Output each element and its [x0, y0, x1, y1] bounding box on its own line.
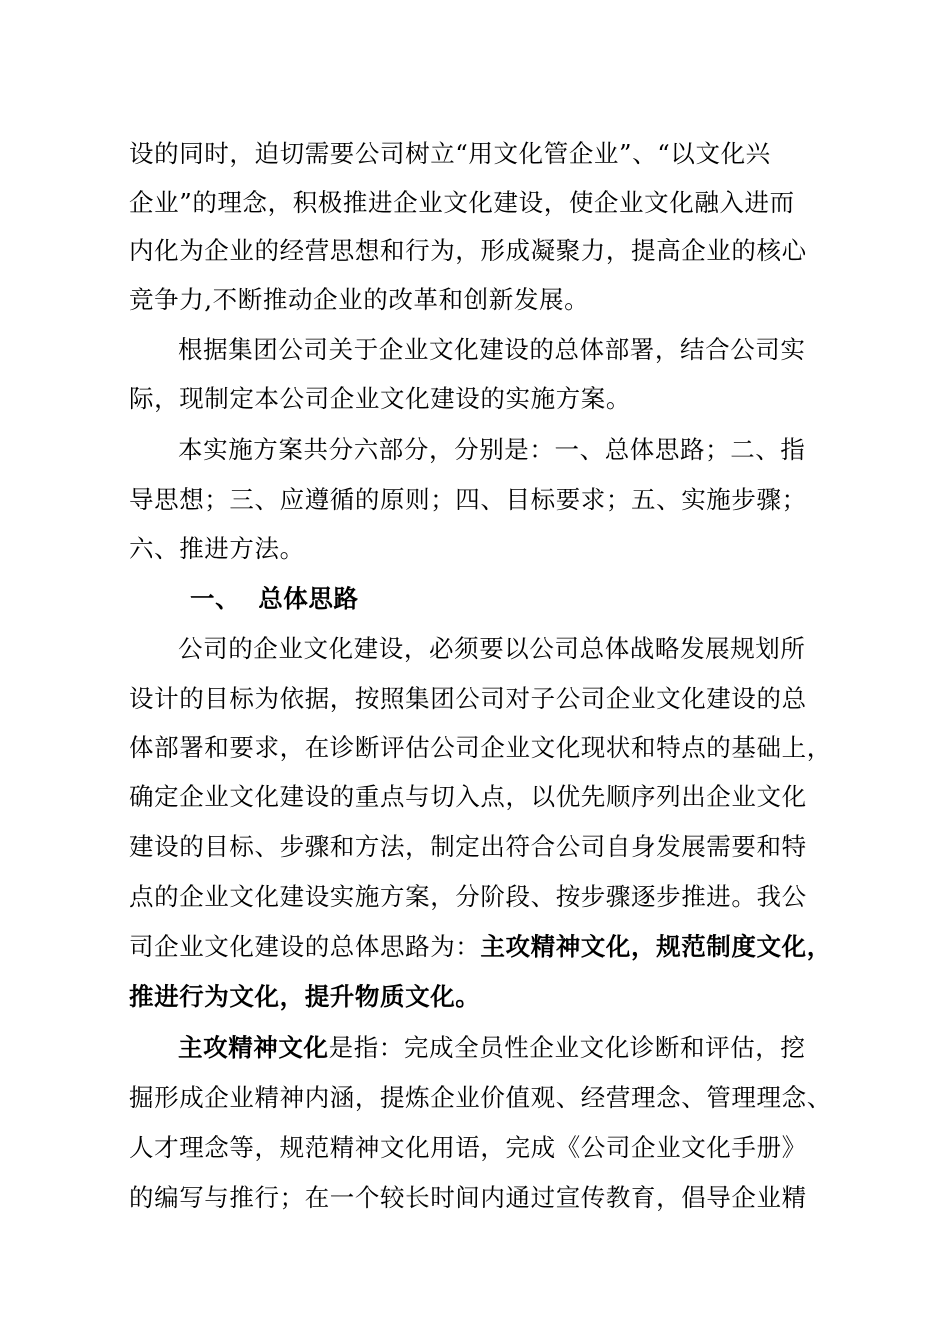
paragraph-5-line-4: 的编写与推行；在一个较长时间内通过宣传教育，倡导企业精 [129, 1183, 807, 1212]
paragraph-2-line-1: 根据集团公司关于企业文化建设的总体部署，结合公司实 [178, 335, 806, 364]
paragraph-5-lead-text: 是指：完成全员性企业文化诊断和评估，挖 [328, 1033, 806, 1062]
paragraph-1-line-1: 设的同时，迫切需要公司树立“用文化管企业”、“以文化兴 [129, 139, 771, 168]
paragraph-4-line-4: 确定企业文化建设的重点与切入点，以优先顺序列出企业文化 [129, 782, 807, 811]
paragraph-5-line-2: 掘形成企业精神内涵，提炼企业价值观、经营理念、管理理念、 [129, 1083, 832, 1112]
paragraph-4-line-6: 点的企业文化建设实施方案，分阶段、按步骤逐步推进。我公 [129, 882, 807, 911]
paragraph-4-line-2: 设计的目标为依据，按照集团公司对子公司企业文化建设的总 [129, 684, 807, 713]
paragraph-4-line-1: 公司的企业文化建设，必须要以公司总体战略发展规划所 [178, 634, 806, 663]
paragraph-5-lead-term: 主攻精神文化 [178, 1033, 329, 1062]
paragraph-4-line-7 [129, 932, 832, 962]
paragraph-2-line-2: 际，现制定本公司企业文化建设的实施方案。 [129, 384, 631, 413]
paragraph-3-line-2: 导思想；三、应遵循的原则；四、目标要求；五、实施步骤； [129, 485, 807, 514]
paragraph-5-line-1 [178, 1033, 806, 1063]
paragraph-5-line-3: 人才理念等，规范精神文化用语，完成《公司企业文化手册》 [129, 1133, 807, 1162]
paragraph-1-line-2: 企业”的理念，积极推进企业文化建设，使企业文化融入进而 [129, 188, 795, 217]
overall-approach-emphasis-2: 推进行为文化，提升物质文化。 [129, 982, 481, 1011]
section-1-title: 总体思路 [258, 584, 359, 613]
paragraph-3-line-1: 本实施方案共分六部分，分别是：一、总体思路；二、指 [178, 435, 806, 464]
paragraph-3-line-3: 六、推进方法。 [129, 534, 305, 563]
paragraph-4-line-7-text: 司企业文化建设的总体思路为： [129, 932, 481, 961]
paragraph-4-line-5: 建设的目标、步骤和方法，制定出符合公司自身发展需要和特 [129, 832, 807, 861]
overall-approach-emphasis-1: 主攻精神文化，规范制度文化， [480, 932, 832, 961]
section-1-number: 一、 [190, 584, 241, 613]
paragraph-1-line-4: 竞争力,不断推动企业的改革和创新发展。 [129, 285, 590, 314]
paragraph-4-line-8 [129, 982, 480, 1012]
paragraph-1-line-3: 内化为企业的经营思想和行为，形成凝聚力，提高企业的核心 [129, 236, 807, 265]
section-1-heading [190, 584, 359, 614]
paragraph-4-line-3: 体部署和要求，在诊断评估公司企业文化现状和特点的基础上， [129, 733, 832, 762]
